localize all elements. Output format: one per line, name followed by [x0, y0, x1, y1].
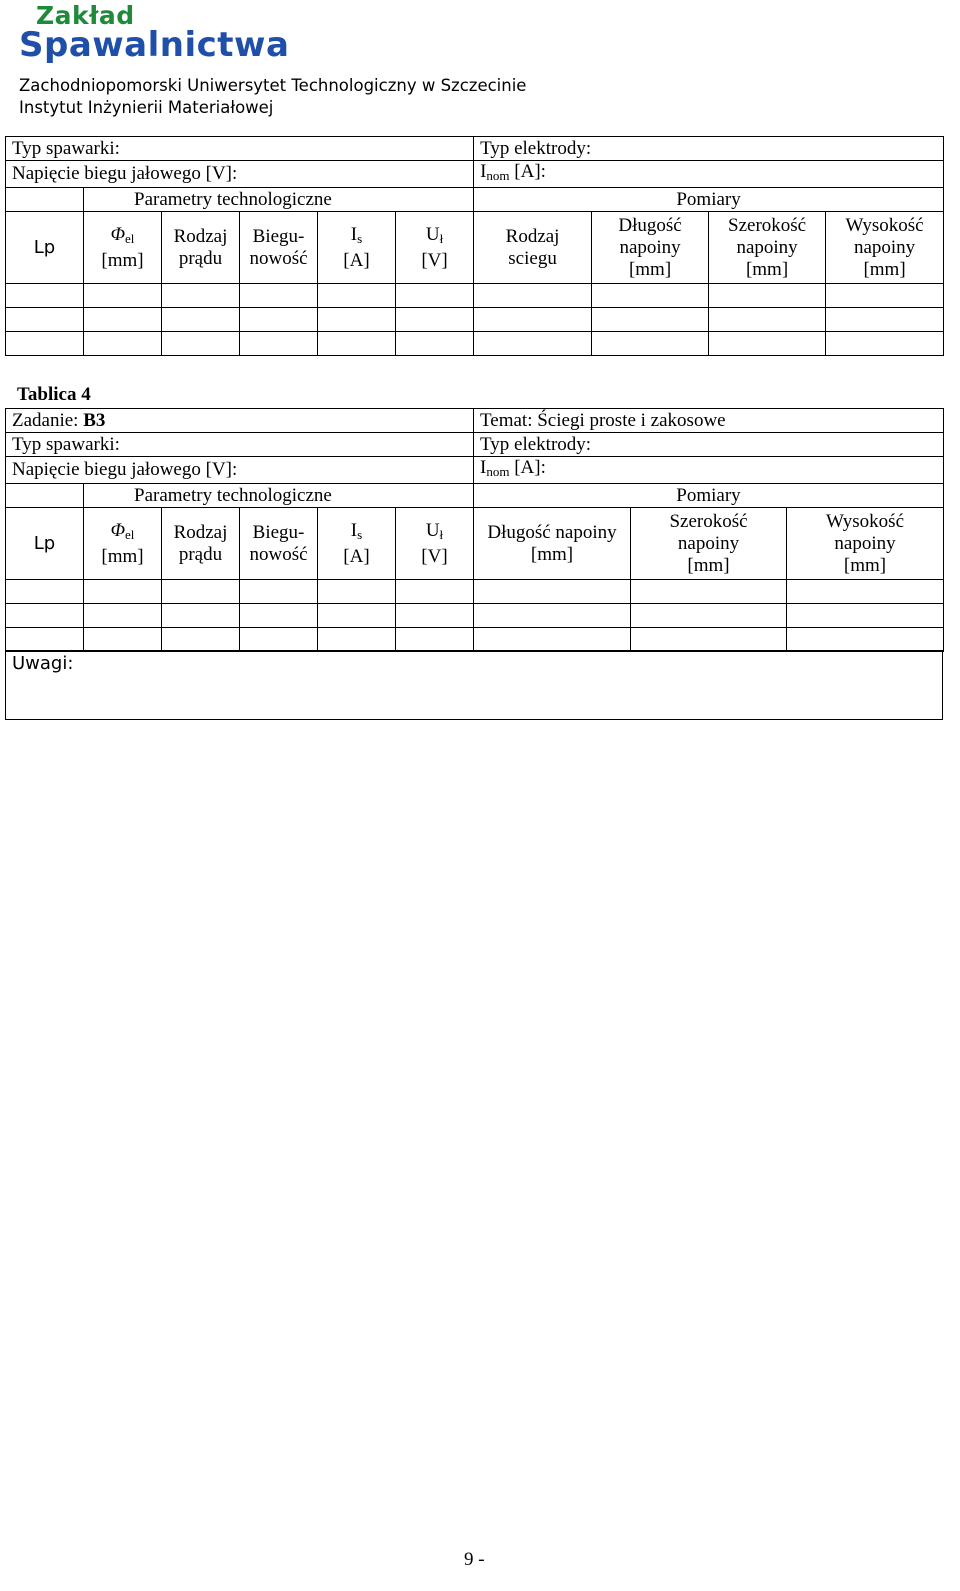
col-lp: Lp	[6, 508, 84, 580]
table-cell[interactable]	[396, 284, 474, 308]
table-cell[interactable]	[396, 308, 474, 332]
table-cell[interactable]	[84, 284, 162, 308]
table-cell[interactable]	[84, 308, 162, 332]
col-bead-type: Rodzaj sciegu	[474, 212, 592, 284]
table-cell[interactable]	[396, 580, 474, 604]
table-cell[interactable]	[826, 332, 944, 356]
weld-params-table-2	[5, 408, 944, 652]
table-cell[interactable]	[318, 308, 396, 332]
table-cell[interactable]	[6, 284, 84, 308]
col-ul: $U_ł$ [V]	[396, 508, 474, 580]
table-cell[interactable]	[240, 284, 318, 308]
table-cell[interactable]	[474, 628, 631, 652]
inom-field[interactable]: $I_{nom}$ [A]:	[474, 161, 944, 188]
measure-header: Pomiary	[474, 484, 944, 508]
table-cell[interactable]	[318, 604, 396, 628]
table-cell[interactable]	[162, 628, 240, 652]
remarks-box[interactable]	[5, 650, 943, 720]
table-row	[6, 332, 944, 356]
machine-type-field[interactable]: Typ spawarki:	[6, 433, 474, 457]
col-lp: Lp	[6, 212, 84, 284]
table-cell[interactable]	[6, 308, 84, 332]
table-cell[interactable]	[787, 580, 944, 604]
table-cell[interactable]	[474, 284, 592, 308]
table-cell[interactable]	[318, 284, 396, 308]
table-cell[interactable]	[592, 284, 709, 308]
table-row	[6, 308, 944, 332]
table-cell[interactable]	[240, 580, 318, 604]
table-cell[interactable]	[592, 308, 709, 332]
logo-text-zaklad: Zakład	[36, 1, 135, 30]
table-cell[interactable]	[826, 284, 944, 308]
table-cell[interactable]	[162, 580, 240, 604]
table-cell[interactable]	[318, 628, 396, 652]
table-cell[interactable]	[709, 284, 826, 308]
lp-spacer	[6, 188, 84, 212]
table-cell[interactable]	[396, 332, 474, 356]
col-length: Długość napoiny [mm]	[592, 212, 709, 284]
table-row	[6, 628, 944, 652]
table-cell[interactable]	[787, 604, 944, 628]
table-cell[interactable]	[474, 604, 631, 628]
params-header: Parametry technologiczne	[84, 484, 474, 508]
measure-header: Pomiary	[474, 188, 944, 212]
table-cell[interactable]	[709, 332, 826, 356]
table-cell[interactable]	[84, 332, 162, 356]
col-current-type: Rodzaj prądu	[162, 508, 240, 580]
col-width: Szerokość napoiny [mm]	[631, 508, 787, 580]
table-cell[interactable]	[162, 284, 240, 308]
table-cell[interactable]	[474, 580, 631, 604]
table-cell[interactable]	[318, 580, 396, 604]
col-height: Wysokość napoiny [mm]	[787, 508, 944, 580]
table-cell[interactable]	[6, 580, 84, 604]
inom-field[interactable]: $I_{nom}$ [A]:	[474, 457, 944, 484]
remarks-label: Uwagi:	[12, 653, 74, 674]
table-caption: Tablica 4	[17, 384, 91, 405]
table-cell[interactable]	[6, 604, 84, 628]
table-cell[interactable]	[84, 580, 162, 604]
col-polarity: Biegu- nowość	[240, 212, 318, 284]
table-cell[interactable]	[84, 628, 162, 652]
table-cell[interactable]	[474, 332, 592, 356]
lp-spacer	[6, 484, 84, 508]
table-cell[interactable]	[162, 308, 240, 332]
table-cell[interactable]	[787, 628, 944, 652]
open-voltage-field[interactable]: Napięcie biegu jałowego [V]:	[6, 161, 474, 188]
table-cell[interactable]	[162, 604, 240, 628]
col-width: Szerokość napoiny [mm]	[709, 212, 826, 284]
university-name: Zachodniopomorski Uniwersytet Technologiczny w Szczecinie	[19, 76, 527, 95]
task-field[interactable]: Zadanie: B3	[6, 409, 474, 433]
institute-name: Instytut Inżynierii Materiałowej	[19, 98, 274, 117]
table-cell[interactable]	[826, 308, 944, 332]
table-cell[interactable]	[592, 332, 709, 356]
table-cell[interactable]	[631, 628, 787, 652]
col-phi: $\Phi_{el}$ [mm]	[84, 212, 162, 284]
col-phi: $\Phi_{el}$ [mm]	[84, 508, 162, 580]
table-cell[interactable]	[240, 308, 318, 332]
page-number: 9 -	[464, 1549, 485, 1570]
col-is: $I_s$ [A]	[318, 212, 396, 284]
col-is: $I_s$ [A]	[318, 508, 396, 580]
electrode-type-field[interactable]: Typ elektrody:	[474, 137, 944, 161]
table-row	[6, 604, 944, 628]
open-voltage-field[interactable]: Napięcie biegu jałowego [V]:	[6, 457, 474, 484]
params-header: Parametry technologiczne	[84, 188, 474, 212]
table-cell[interactable]	[240, 332, 318, 356]
col-length: Długość napoiny [mm]	[474, 508, 631, 580]
table-cell[interactable]	[396, 604, 474, 628]
machine-type-field[interactable]: Typ spawarki:	[6, 137, 474, 161]
electrode-type-field[interactable]: Typ elektrody:	[474, 433, 944, 457]
table-cell[interactable]	[318, 332, 396, 356]
logo-text-spawalnictwa: Spawalnictwa	[19, 25, 290, 65]
table-cell[interactable]	[631, 604, 787, 628]
table-cell[interactable]	[240, 604, 318, 628]
col-polarity: Biegu- nowość	[240, 508, 318, 580]
table-cell[interactable]	[240, 628, 318, 652]
table-cell[interactable]	[396, 628, 474, 652]
table-cell[interactable]	[162, 332, 240, 356]
table-row	[6, 580, 944, 604]
weld-params-table-1	[5, 136, 944, 356]
table-cell[interactable]	[474, 308, 592, 332]
table-cell[interactable]	[6, 332, 84, 356]
table-row	[6, 284, 944, 308]
table-cell[interactable]	[631, 580, 787, 604]
col-ul: $U_ł$ [V]	[396, 212, 474, 284]
topic-field[interactable]: Temat: Ściegi proste i zakosowe	[474, 409, 944, 433]
col-height: Wysokość napoiny [mm]	[826, 212, 944, 284]
table-cell[interactable]	[709, 308, 826, 332]
table-cell[interactable]	[6, 628, 84, 652]
col-current-type: Rodzaj prądu	[162, 212, 240, 284]
table-cell[interactable]	[84, 604, 162, 628]
